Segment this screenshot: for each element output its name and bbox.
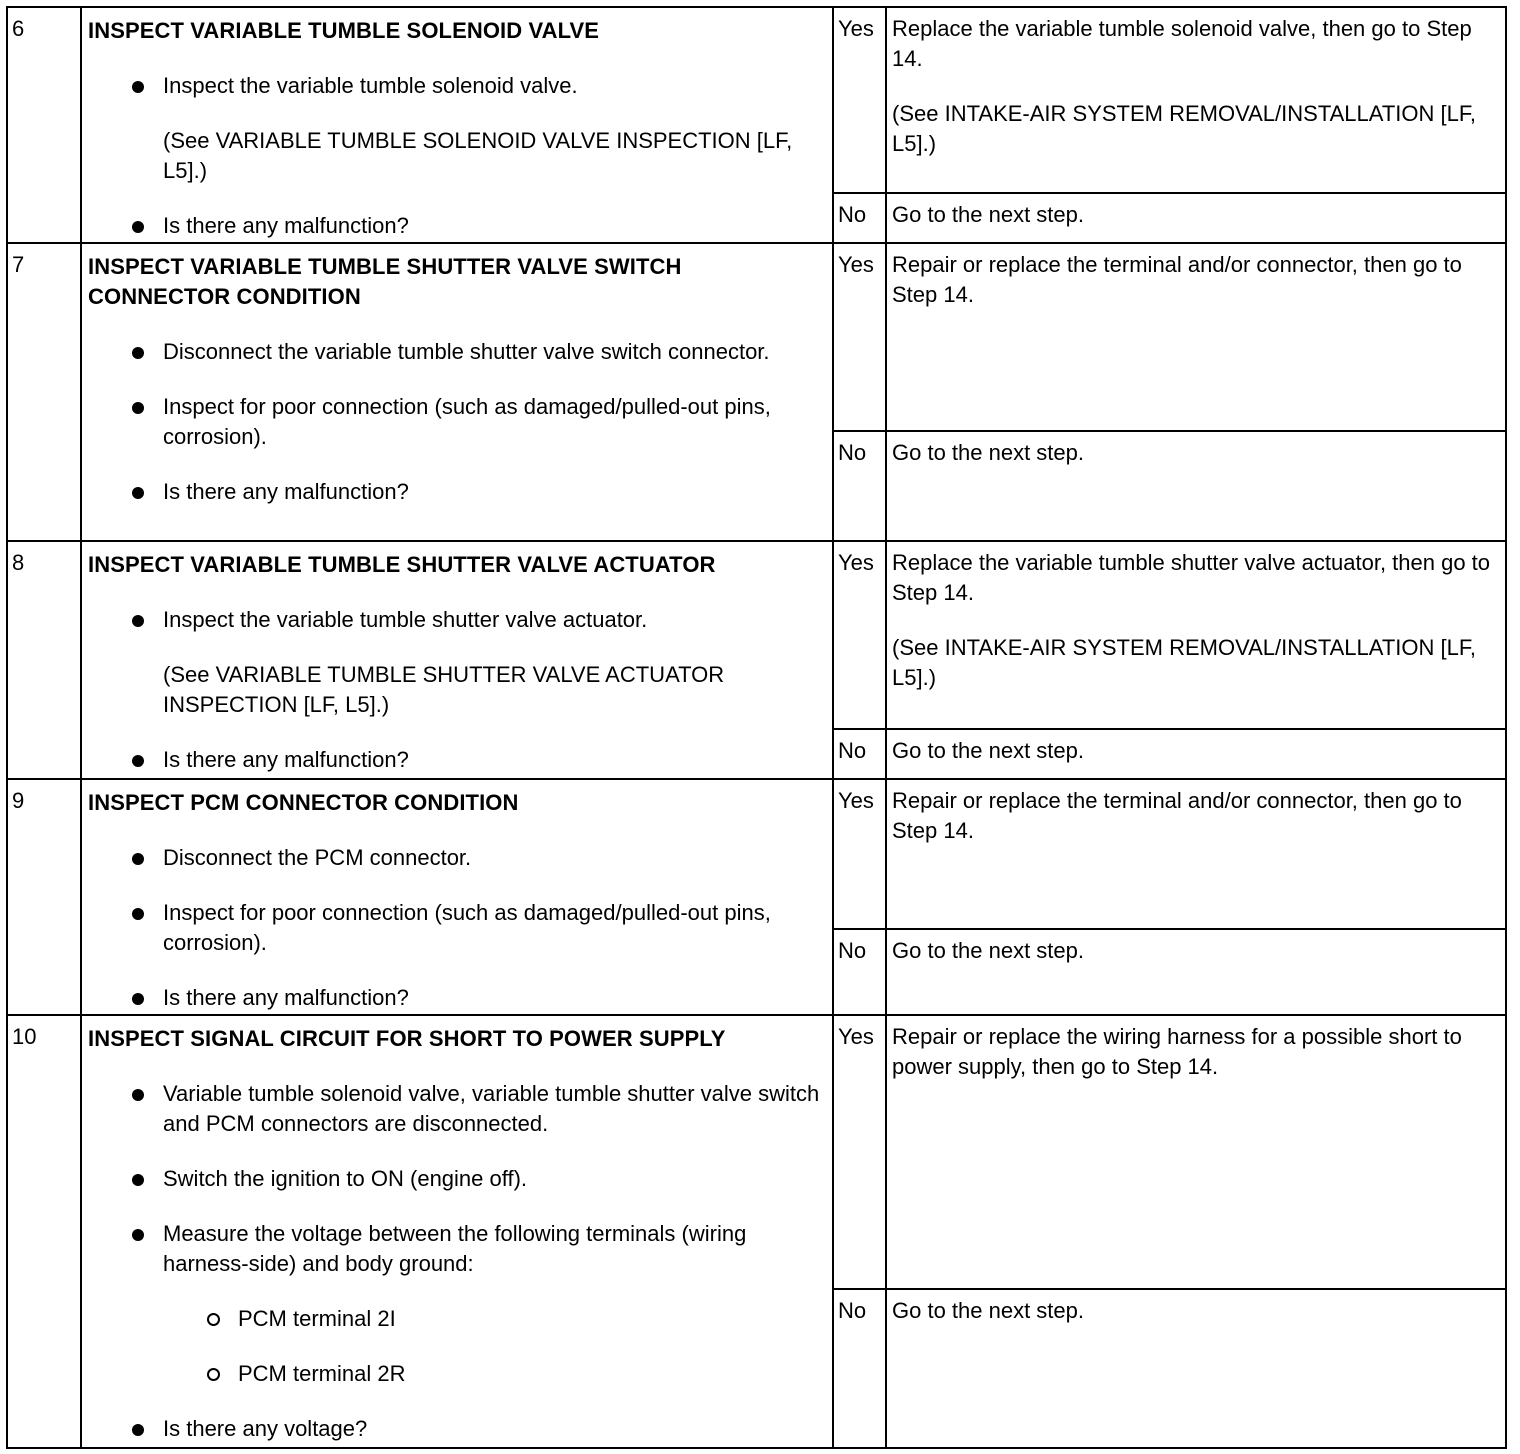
question-item: Is there any malfunction? — [88, 211, 822, 241]
no-result-cell — [886, 431, 1506, 541]
question-item: Is there any malfunction? — [88, 983, 822, 1013]
step-number: 7 — [12, 252, 25, 277]
step-title: INSPECT SIGNAL CIRCUIT FOR SHORT TO POWER SUPPLY — [88, 1026, 726, 1051]
step-number: 6 — [12, 16, 25, 41]
no-label-cell — [833, 1289, 886, 1448]
yes-reference-note: (See INTAKE-AIR SYSTEM REMOVAL/INSTALLATION [LF, L5].) — [892, 635, 1476, 690]
bullet-item: Measure the voltage between the following terminals (wiring harness-side) and body ground: — [88, 1219, 822, 1279]
no-label: No — [838, 1298, 867, 1323]
yes-label-cell — [833, 779, 886, 929]
step-row-10 — [7, 1015, 1506, 1289]
yes-result-text: Repair or replace the wiring harness for a possible short to power supply, then go to Step 14. — [892, 1024, 1462, 1079]
no-label: No — [838, 738, 867, 763]
bullet-item: Inspect for poor connection (such as damaged/pulled-out pins, corrosion). — [88, 392, 822, 452]
action-cell — [81, 779, 833, 1015]
no-result-cell — [886, 193, 1506, 243]
step-title: INSPECT VARIABLE TUMBLE SHUTTER VALVE SWITCH CONNECTOR CONDITION — [88, 254, 682, 309]
bullet-item: Inspect for poor connection (such as damaged/pulled-out pins, corrosion). — [88, 898, 822, 958]
yes-label: Yes — [838, 788, 874, 813]
step-title: INSPECT VARIABLE TUMBLE SOLENOID VALVE — [88, 18, 600, 43]
no-result-text: Go to the next step. — [892, 938, 1085, 963]
reference-note: (See VARIABLE TUMBLE SHUTTER VALVE ACTUATOR INSPECTION [LF, L5].) — [163, 662, 725, 717]
bullet-item: Disconnect the variable tumble shutter valve switch connector. — [88, 337, 822, 367]
step-row-7 — [7, 243, 1506, 431]
yes-result-cell — [886, 541, 1506, 729]
step-row-8 — [7, 541, 1506, 729]
step-row-9 — [7, 779, 1506, 929]
yes-label-cell — [833, 7, 886, 193]
no-label-cell — [833, 193, 886, 243]
bullet-item: Switch the ignition to ON (engine off). — [88, 1164, 822, 1194]
yes-result-cell — [886, 7, 1506, 193]
action-cell — [81, 243, 833, 541]
no-label: No — [838, 202, 867, 227]
question-item: Is there any voltage? — [88, 1414, 822, 1444]
question-item: Is there any malfunction? — [88, 477, 822, 507]
sub-bullet-item: PCM terminal 2I — [88, 1304, 822, 1334]
no-result-cell — [886, 729, 1506, 779]
step-number: 8 — [12, 550, 25, 575]
no-label-cell — [833, 431, 886, 541]
yes-result-cell — [886, 779, 1506, 929]
action-cell — [81, 7, 833, 243]
yes-reference-note: (See INTAKE-AIR SYSTEM REMOVAL/INSTALLATION [LF, L5].) — [892, 101, 1476, 156]
yes-label: Yes — [838, 550, 874, 575]
question-item: Is there any malfunction? — [88, 745, 822, 775]
no-result-text: Go to the next step. — [892, 202, 1085, 227]
yes-result-text: Repair or replace the terminal and/or connector, then go to Step 14. — [892, 252, 1462, 307]
yes-result-text: Replace the variable tumble solenoid valve, then go to Step 14. — [892, 16, 1472, 71]
step-number-cell — [7, 541, 81, 779]
bullet-item: Inspect the variable tumble shutter valve actuator. — [88, 605, 822, 635]
step-number-cell — [7, 779, 81, 1015]
yes-label: Yes — [838, 16, 874, 41]
step-title: INSPECT PCM CONNECTOR CONDITION — [88, 790, 519, 815]
no-result-text: Go to the next step. — [892, 738, 1085, 763]
yes-label-cell — [833, 541, 886, 729]
no-result-cell — [886, 1289, 1506, 1448]
action-cell — [81, 1015, 833, 1448]
no-label: No — [838, 938, 867, 963]
yes-label-cell — [833, 243, 886, 431]
yes-label-cell — [833, 1015, 886, 1289]
step-number: 9 — [12, 788, 25, 813]
troubleshooting-table — [6, 6, 1507, 1447]
step-number-cell — [7, 1015, 81, 1448]
no-label-cell — [833, 729, 886, 779]
yes-result-cell — [886, 1015, 1506, 1289]
no-label-cell — [833, 929, 886, 1015]
sub-bullet-item: PCM terminal 2R — [88, 1359, 822, 1389]
yes-result-cell — [886, 243, 1506, 431]
step-number-cell — [7, 243, 81, 541]
yes-label: Yes — [838, 1024, 874, 1049]
step-row-6 — [7, 7, 1506, 193]
bullet-item: Disconnect the PCM connector. — [88, 843, 822, 873]
no-result-text: Go to the next step. — [892, 1298, 1085, 1323]
step-title: INSPECT VARIABLE TUMBLE SHUTTER VALVE ACTUATOR — [88, 552, 716, 577]
step-number: 10 — [12, 1024, 37, 1049]
yes-label: Yes — [838, 252, 874, 277]
yes-result-text: Replace the variable tumble shutter valve actuator, then go to Step 14. — [892, 550, 1491, 605]
no-label: No — [838, 440, 867, 465]
step-number-cell — [7, 7, 81, 243]
yes-result-text: Repair or replace the terminal and/or connector, then go to Step 14. — [892, 788, 1462, 843]
procedure-table — [6, 6, 1507, 1449]
bullet-item: Inspect the variable tumble solenoid valve. — [88, 71, 822, 101]
no-result-cell — [886, 929, 1506, 1015]
no-result-text: Go to the next step. — [892, 440, 1085, 465]
action-cell — [81, 541, 833, 779]
reference-note: (See VARIABLE TUMBLE SOLENOID VALVE INSPECTION [LF, L5].) — [163, 128, 793, 183]
bullet-item: Variable tumble solenoid valve, variable tumble shutter valve switch and PCM connectors are disconnected. — [88, 1079, 822, 1139]
